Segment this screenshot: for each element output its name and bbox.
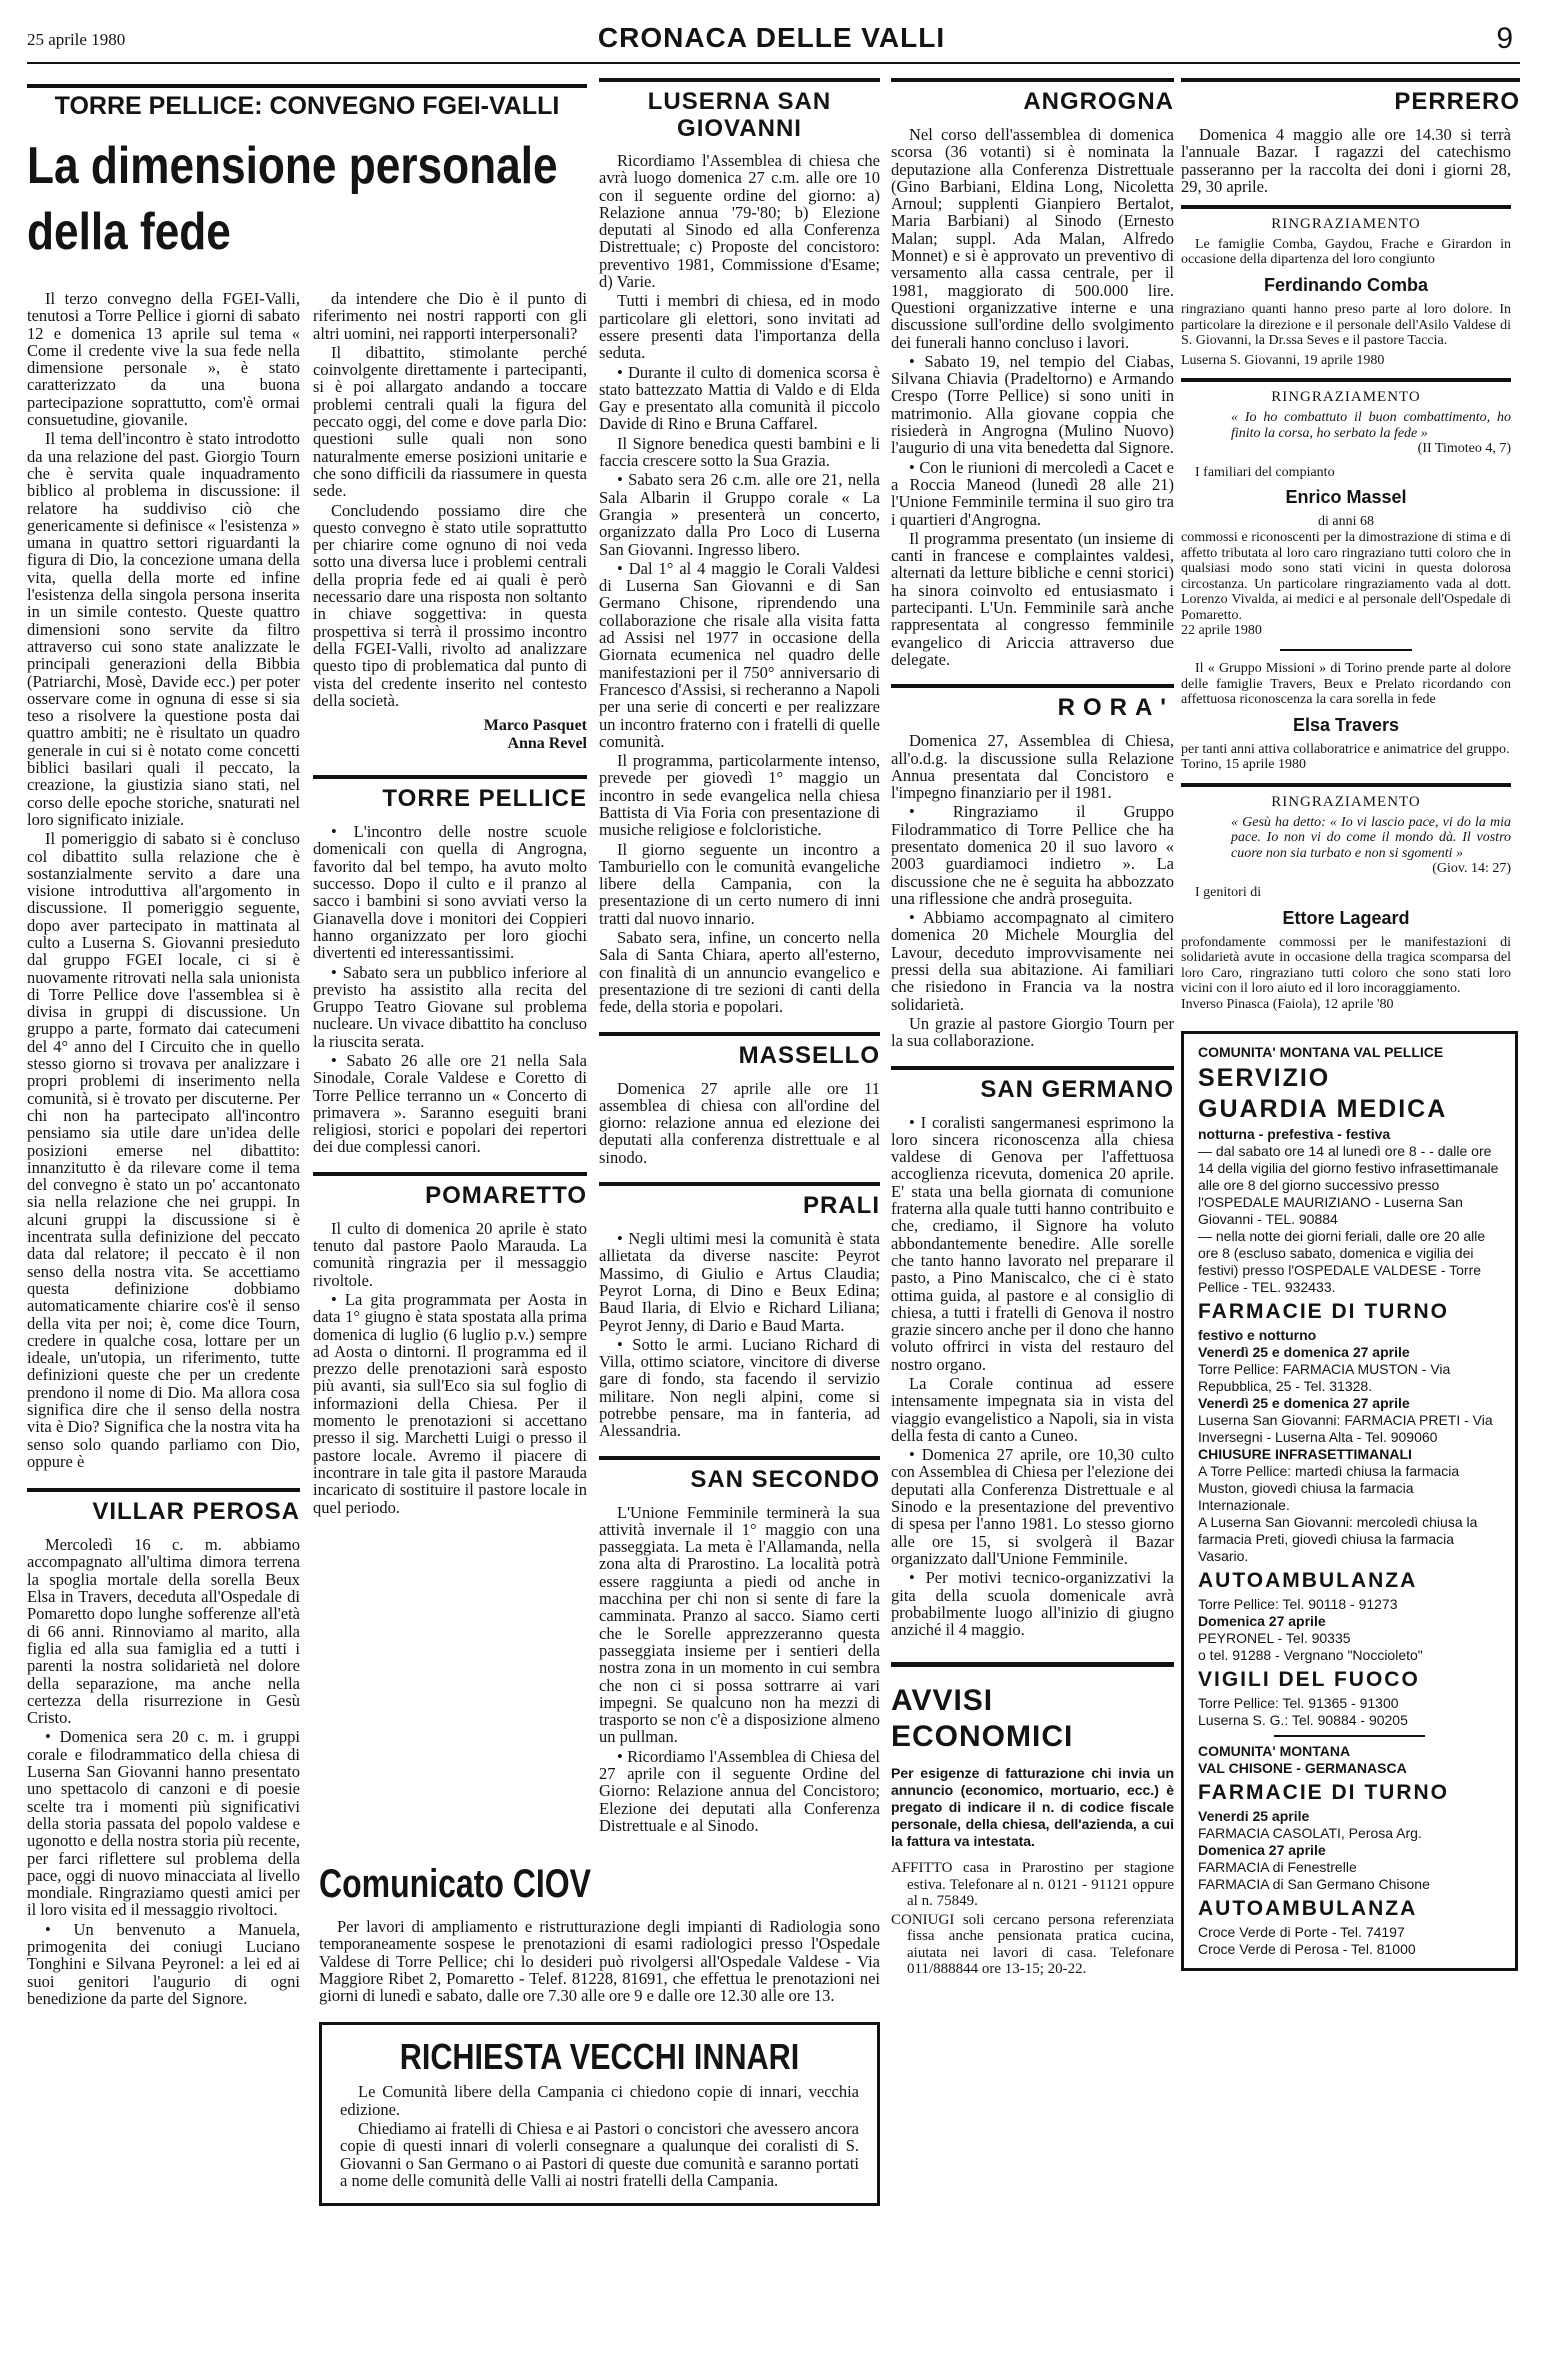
farmacia-entry: FARMACIA di Fenestrelle xyxy=(1198,1858,1357,1875)
paragraph: • Sabato sera un pubblico inferiore al previsto ha assistito alla recita del Gruppo Teatro Giovane sul problema nucleare. Un vivace dibattito ha concluso la riuscita serata. xyxy=(313,962,587,1051)
guardia-subtitle: notturna - prefestiva - festiva xyxy=(1198,1125,1391,1142)
obit-quote-ref: (II Timoteo 4, 7) xyxy=(1417,441,1511,457)
paragraph: • Sabato 26 alle ore 21 nella Sala Sinodale, Corale Valdese e Coretto di Torre Pellice terranno un « Concerto di primavera ». Saranno eseguiti brani religiosi, storici e popolari dei repertori dei due complessi canori. xyxy=(313,1050,587,1157)
richiesta-innari-text xyxy=(322,2083,877,2189)
farmacia-entry: Luserna San Giovanni: FARMACIA PRETI - Via Inversegni - Luserna Alta - Tel. 909060 xyxy=(1198,1411,1493,1445)
farmacia-entry: FARMACIA di San Germano Chisone xyxy=(1198,1875,1430,1892)
heading-torre-pellice: TORRE PELLICE xyxy=(313,775,587,813)
obit-intro: I familiari del compianto xyxy=(1195,464,1335,480)
torre-pellice-text xyxy=(313,823,587,1156)
obituaries xyxy=(1181,205,1511,1012)
vigili-entry: Torre Pellice: Tel. 91365 - 91300 xyxy=(1198,1694,1399,1711)
paragraph: Il programma presentato (un insieme di canti in francese e complaintes valdesi, alternati da letture bibliche e cenni storici) ha sinora coinvolto ed entusiasmato i partecipanti. L'Un. Femminile sarà anche rappresentata al congresso femminile evangelico di Ariccia attraverso due delegate. xyxy=(891,528,1174,669)
farmacia-date: Domenica 27 aprile xyxy=(1198,1841,1326,1858)
paragraph: AFFITTO casa in Prarostino per stagione estiva. Telefonare al n. 0121 - 91121 oppure al n. 75849. xyxy=(891,1860,1174,1910)
ambulanza-title: AUTOAMBULANZA xyxy=(1198,1568,1418,1592)
ambulanza-date: Domenica 27 aprile xyxy=(1198,1612,1326,1629)
san-germano-text xyxy=(891,1114,1174,1639)
guardia-text: — dal sabato ore 14 al lunedì ore 8 - - dalle ore 14 della vigilia del giorno festivo infrasettimanale alle ore 8 del giorno successivo presso l'OSPEDALE MAURIZIANO - Luserna San Giovanni - TEL. 90884 xyxy=(1198,1142,1499,1227)
paragraph: Domenica 4 maggio alle ore 14.30 si terrà l'annuale Bazar. I ragazzi del catechismo passeranno per la raccolta dei doni i giorni 28, 29, 30 aprile. xyxy=(1181,125,1511,196)
column-5 xyxy=(1181,78,1520,1971)
paragraph: La Corale continua ad essere intensamente impegnata sia in vista del viaggio evangelistico a Napoli, sia in vista della festa di canto a Cuneo. xyxy=(891,1374,1174,1445)
farmacia-date: Venerdi 25 aprile xyxy=(1198,1807,1310,1824)
paragraph: Ricordiamo l'Assemblea di chiesa che avrà luogo domenica 27 c.m. alle ore 10 con il seguente ordine del giorno: a) Relazione annua '79-'80; b) Elezione deputati al Sinodo ed alla Conferenza Distrettuale; c) Proposte del concistoro: preventivo 1981, Commissione d'Esame; d) Varie. xyxy=(599,151,880,292)
column-a xyxy=(27,290,300,2009)
obit-name: Ettore Lageard xyxy=(1282,907,1410,928)
rora-text xyxy=(891,732,1174,1049)
prali-text xyxy=(599,1230,880,1440)
guardia-text: — nella notte dei giorni feriali, dalle ore 20 alle ore 8 (escluso sabato, domenica e vigilia dei festivi) presso l'OSPEDALE VALDESE - Torre Pellice - TEL. 932433. xyxy=(1198,1227,1486,1295)
span-block xyxy=(319,1860,880,2206)
paragraph: Il dibattito, stimolante perché coinvolgente direttamente i partecipanti, si è poi allargato andando a toccare problemi centrali quali la figura del peccato oggi, del come e dove parla Dio: questioni sulle quali non sono naturalmente emerse posizioni unitarie e che sono difficili da riassumere in questa sede. xyxy=(313,342,587,501)
massello-text xyxy=(599,1080,880,1166)
luserna-text xyxy=(599,152,880,1016)
paragraph: Il giorno seguente un incontro a Tamburiello con le comunità evangeliche libere della Campania, con la presentazione di un certo numero di inni tratti dal nuovo innario. xyxy=(599,839,880,928)
author: Anna Revel xyxy=(507,735,587,753)
guardia-title: SERVIZIO xyxy=(1198,1063,1331,1092)
paragraph: Nel corso dell'assemblea di domenica scorsa (36 votanti) si è nominata la deputazione alla Conferenza Distrettuale (Gino Barbiani, Eldina Long, Nicoletta Arnoul; supplenti Gianpiero Bertalot, Maria Barbiani) al Sinodo (Ernesto Malan; suppl. Ada Malan, Alfredo Monnet) e si è approvato un preventivo di versamento alla cassa centrale, per il 1981, maggiorato di 500.000 lire. Questioni organizzative interne e una discussione sull'ordine dello svolgimento dei funerali hanno concluso i lavori. xyxy=(891,125,1174,352)
heading-richiesta-innari: RICHIESTA VECCHI INNARI xyxy=(399,2036,800,2078)
divider xyxy=(1181,378,1511,382)
avvisi-economici xyxy=(891,1765,1174,1978)
heading-luserna-san-giovanni: LUSERNA SAN GIOVANNI xyxy=(599,78,880,142)
obit-heading: RINGRAZIAMENTO xyxy=(1271,794,1421,811)
obit-age: di anni 68 xyxy=(1318,514,1374,530)
pomaretto-text xyxy=(313,1220,587,1516)
paragraph: CONIUGI soli cercano persona referenziata fissa anche pensionata pratica cucina, aiutata nei lavori di casa. Telefonare 011/888844 ore 13-15; 20-22. xyxy=(891,1911,1174,1978)
farmacia-entry: Torre Pellice: FARMACIA MUSTON - Via Repubblica, 25 - Tel. 31328. xyxy=(1198,1360,1451,1394)
paragraph: • Con le riunioni di mercoledì a Cacet e a Roccia Maneod (lunedì 28 alle 21) l'Unione Femminile termina il suo giro tra i quartieri d'Angrogna. xyxy=(891,457,1174,529)
obit-name: Elsa Travers xyxy=(1292,714,1400,735)
issue-date: 25 aprile 1980 xyxy=(27,30,126,49)
ambulanza-entry: PEYRONEL - Tel. 90335 xyxy=(1198,1629,1351,1646)
obit-text: per tanti anni attiva collaboratrice e animatrice del gruppo. xyxy=(1181,741,1510,757)
ambulanza-entry: o tel. 91288 - Vergnano "Noccioleto" xyxy=(1198,1646,1423,1663)
farmacie-title: FARMACIE DI TURNO xyxy=(1198,1299,1449,1323)
farmacia-date: Venerdì 25 e domenica 27 aprile xyxy=(1198,1343,1410,1360)
obit-quote: « Io ho combattuto il buon combattimento, ho finito la corsa, ho serbato la fede » xyxy=(1231,409,1511,441)
divider xyxy=(1274,1735,1426,1737)
paragraph: Il pomeriggio di sabato si è concluso col dibattito sulla relazione che è sostanzialmente servito a dare una visione introduttiva all'argomento in discussione. Il pomeriggio seguente, dopo aver partecipato in mattinata al culto a Luserna S. Giovanni presieduto dal gruppo FGEI locale, ci si è nuovamente ritrovati nella sala unionista di Torre Pellice dove l'assemblea si è divisa in gruppi di discussione. Un gruppo a parte, formato dai catecumeni del 4° anno del I Circuito che in quello stesso giorno si trovava per analizzare i propri problemi di inserimento nella comunità, si è trovato per discuterne. Per chi non ha partecipato all'incontro pensiamo sia utile dare un'idea delle posizioni emerse nel dibattito: innanzitutto è da rilevare come il tema del convegno è stato un po' accantonato sia nella relazione che nei gruppi. In alcuni gruppi la discussione si è incentrata sulla definizione del peccato data dal relatore; il peccato è il non senso della nostra vita. Se accettiamo questa definizione dobbiamo automaticamente chiarire cos'è il senso della vita per noi; è, come dice Tourn, credere in qualche cosa, lottare per un ideale, un'utopia, un riferimento, tutte definizioni queste che per un credente prendono il nome di Dio. Ma allora cosa significa dire che il senso della nostra vita è Dio? Significa che la nostra vita ha senso solo quando parliamo con Dio, oppure è xyxy=(27,829,300,1471)
org-name: COMUNITA' MONTANA VAL PELLICE xyxy=(1198,1043,1444,1060)
paragraph: • Ricordiamo l'Assemblea di Chiesa del 27 aprile con il seguente Ordine del Giorno: Relazione annua del Concistoro; Elezione dei deputati alla Conferenza Distrettuale e al Sinodo. xyxy=(599,1746,880,1835)
paragraph: da intendere che Dio è il punto di riferimento nei nostri rapporti con gli altri uomini, nei rapporti interpersonali? xyxy=(313,289,587,343)
divider xyxy=(1181,205,1511,209)
paragraph: • Sabato 19, nel tempio del Ciabas, Silvana Chiavia (Pradeltorno) e Armando Crespo (Torre Pellice) si sono uniti in matrimonio. Alla giovane coppia che risiederà in Angrogna (Mulino Nuovo) l'augurio di una vita benedetta dal Signore. xyxy=(891,351,1174,458)
heading-massello: MASSELLO xyxy=(599,1032,880,1070)
obit-heading: RINGRAZIAMENTO xyxy=(1271,389,1421,406)
heading-avvisi-economici: AVVISI ECONOMICI xyxy=(891,1662,1174,1755)
heading-comunicato-ciov: Comunicato CIOV xyxy=(319,1862,592,1906)
divider xyxy=(1181,783,1511,787)
ambulanza-entry: Torre Pellice: Tel. 90118 - 91273 xyxy=(1198,1595,1398,1612)
paragraph: Sabato sera, infine, un concerto nella Sala di Santa Chiara, aperto all'esterno, con finalità di un annuncio evangelico e presentazione di tre sezioni di canti della fede, della storia e popolari. xyxy=(599,928,880,1017)
obit-intro: Il « Gruppo Missioni » di Torino prende parte al dolore delle famiglie Travers, Beux e Prelato ricordando con affettuosa riconoscenza la cara sorella in fede xyxy=(1181,661,1511,708)
ciov-text xyxy=(319,1918,880,2004)
main-article-kicker: TORRE PELLICE: CONVEGNO FGEI-VALLI xyxy=(27,84,587,121)
author: Marco Pasquet xyxy=(483,717,587,735)
column-3 xyxy=(599,78,880,1836)
avvisi-note: Per esigenze di fatturazione chi invia un annuncio (economico, mortuario, ecc.) è pregato di indicare il n. di codice fiscale personale, della chiesa, dell'azienda, a cui la fattura va intestata. xyxy=(891,1765,1174,1850)
paragraph: • Abbiamo accompagnato al cimitero domenica 20 Michele Mourglia del Lavour, deceduto improvvisamente nei pressi della sua abitazione. Ai familiari che risiedono in Francia va la nostra solidarietà. xyxy=(891,908,1174,1014)
paragraph: Il terzo convegno della FGEI-Valli, tenutosi a Torre Pellice i giorni di sabato 12 e domenica 13 aprile sul tema « Come il credente vive la sua fede nella dimensione personale », è stato caratterizzato da una buona partecipazione soprattutto, com'è ormai consuetudine, giovanile. xyxy=(27,289,300,430)
section-title: CRONACA DELLE VALLI xyxy=(597,22,946,53)
heading-san-secondo: SAN SECONDO xyxy=(599,1456,880,1494)
paragraph: Mercoledì 16 c. m. abbiamo accompagnato all'ultima dimora terrena la spoglia mortale della sorella Beux Elsa in Travers, deceduta all'Ospedale di Pomaretto dopo lunghe sofferenze all'età di 66 anni. Rinnoviamo al marito, alla figlia ed alla sua famiglia ed a tutti i parenti la nostra solidarietà nel dolore della separazione, ma anche nella certezza della risurrezione in Gesù Cristo. xyxy=(27,1535,300,1728)
ambulanza-entry: Croce Verde di Porte - Tel. 74197 xyxy=(1198,1923,1405,1940)
paragraph: Il programma, particolarmente intenso, prevede per giovedì 1° maggio un incontro in sede evangelica nella chiesa Battista di Via Foria con presentazione di musiche religiose e folcloristiche. xyxy=(599,751,880,840)
paragraph: • Ringraziamo il Gruppo Filodrammatico di Torre Pellice che ha presentato domenica 20 il suo lavoro « 2003 guardiamoci indietro ». La discussione che ne è seguita ha abbozzato una riflessione che andrà proseguita. xyxy=(891,802,1174,908)
paragraph: • Un benvenuto a Manuela, primogenita dei coniugi Luciano Tonghini e Silvana Peyronel: a lei ed ai suoi genitori l'augurio di ogni benedizione da parte del Signore. xyxy=(27,1919,300,2008)
obit-date: 22 aprile 1980 xyxy=(1181,623,1262,639)
vigili-entry: Luserna S. G.: Tel. 90884 - 90205 xyxy=(1198,1711,1408,1728)
angrogna-text xyxy=(891,126,1174,668)
chiusure-title: CHIUSURE INFRASETTIMANALI xyxy=(1198,1445,1412,1462)
main-article-title: La dimensione personale della fede xyxy=(27,137,558,261)
paragraph: • Sotto le armi. Luciano Richard di Villa, ottimo sciatore, vincitore di diverse gare di fondo, sta facendo il servizio militare. Non negli alpini, come si potrebbe pensare, ma in fanteria, ad Alessandria. xyxy=(599,1334,880,1441)
paragraph: • Negli ultimi mesi la comunità è stata allietata da diverse nascite: Peyrot Massimo, di Giulio e Artus Claudia; Peyrot Lorna, di Dino e Beux Edina; Baud Ilaria, di Elvio e Richard Liliana; Peyrot Jenny, di Dario e Baud Marta. xyxy=(599,1229,880,1335)
farmacia-date: Venerdì 25 e domenica 27 aprile xyxy=(1198,1394,1410,1411)
org-name: COMUNITA' MONTANA xyxy=(1198,1742,1351,1759)
farmacie-title: FARMACIE DI TURNO xyxy=(1198,1780,1449,1804)
farmacie-subtitle: festivo e notturno xyxy=(1198,1326,1317,1343)
main-article-head xyxy=(27,84,587,265)
obit-name: Ferdinando Comba xyxy=(1263,274,1428,295)
obit-text: profondamente commossi per le manifestazioni di solidarietà avute in occasione della tragica scomparsa del loro Caro, ringraziano tutti coloro che sono stati loro vicini con il loro aiuto ed il loro incoraggiamento. xyxy=(1181,934,1511,997)
obit-place-date: Torino, 15 aprile 1980 xyxy=(1181,757,1306,773)
obit-heading: RINGRAZIAMENTO xyxy=(1271,216,1421,233)
paragraph: Il Signore benedica questi bambini e li faccia crescere sotto la Sua Grazia. xyxy=(599,433,880,471)
obit-quote-ref: (Giov. 14: 27) xyxy=(1432,861,1511,877)
ambulanza-entry: Croce Verde di Perosa - Tel. 81000 xyxy=(1198,1940,1416,1957)
heading-san-germano: SAN GERMANO xyxy=(891,1066,1174,1104)
paragraph: • Durante il culto di domenica scorsa è stato battezzato Mattia di Valdo e di Elda Gay e presentato alla comunità il piccolo Davide di Rino e Bruna Caffarel. xyxy=(599,362,880,434)
paragraph: • Per motivi tecnico-organizzativi la gita della scuola domenicale avrà probabilmente luogo all'inizio di giugno anziché il 4 maggio. xyxy=(891,1568,1174,1640)
main-article-col-a xyxy=(27,290,300,1470)
divider xyxy=(1280,649,1412,651)
column-b xyxy=(313,290,587,1518)
heading-angrogna: ANGROGNA xyxy=(891,78,1174,116)
obit-text: commossi e riconoscenti per la dimostrazione di stima e di affetto tributata al loro caro ringraziano tutti coloro che in qualsiasi modo sono stati vicini in questa dolorosa circostanza. Un particolare ringraziamento vada al dott. Lorenzo Vivalda, ai medici e al personale dell'Ospedale di Pomaretto. xyxy=(1181,529,1511,623)
obit-quote: « Gesù ha detto: « Io vi lascio pace, vi do la mia pace. Io non vi do come il mondo dà. Il vostro cuore non sia turbato e non si sgomenti » xyxy=(1231,814,1511,861)
obit-name: Enrico Massel xyxy=(1285,487,1407,508)
obit-intro: Le famiglie Comba, Gaydou, Frache e Girardon in occasione della dipartenza del loro congiunto xyxy=(1181,236,1511,268)
guardia-medica-box xyxy=(1181,1031,1518,1971)
ambulanza-title: AUTOAMBULANZA xyxy=(1198,1896,1418,1920)
villar-perosa-text xyxy=(27,1536,300,2007)
heading-rora: RORA' xyxy=(891,684,1174,722)
heading-pomaretto: POMARETTO xyxy=(313,1172,587,1210)
guardia-title: GUARDIA MEDICA xyxy=(1198,1094,1448,1123)
paragraph: Per lavori di ampliamento e ristrutturazione degli impianti di Radiologia sono temporaneamente sospese le prenotazioni di esami radiologici presso l'Ospedale Valdese di Torre Pellice; chi lo desideri può rivolgersi all'Ospedale Valdese - Via Maggiore Ribet 2, Pomaretto - Telef. 81228, 81691, che effettua le prenotazioni nei giorni di lunedì e sabato, dalle ore 7.30 alle ore 9 e dalle ore 12.30 alle ore 13. xyxy=(319,1917,880,2006)
richiesta-innari-box xyxy=(319,2022,880,2206)
obit-place-date: Inverso Pinasca (Faiola), 12 aprile '80 xyxy=(1181,996,1394,1012)
paragraph: • I coralisti sangermanesi esprimono la loro sincera riconoscenza alla chiesa valdese di Genova per l'affettuosa accoglienza ricevuta, domenica 20 aprile. E' stata una bella giornata di comunione fraterna alla quale tutti hanno contribuito e che, crediamo, il Signore ha voluto abbondantemente benedire. Alle sorelle che tanto hanno lavorato nel preparare il pasto, a Pino Maniscalco, che ci è stato ottima guida, al pastore e al consiglio di chiesa, a tutti i fratelli di Genova il nostro grazie sincero anche per il dono che hanno voluto offrirci in vista del restauro del nostro organo. xyxy=(891,1112,1174,1374)
obit-text: ringraziano quanti hanno preso parte al loro dolore. In particolare la direzione e il personale dell'Asilo Valdese di S. Giovanni, la Dr.ssa Seves e il pastore Taccia. xyxy=(1181,301,1511,349)
heading-perrero: PERRERO xyxy=(1181,78,1520,116)
paragraph: Chiediamo ai fratelli di Chiesa e ai Pastori o concistori che avessero ancora copie di questi innari di volerli consegnare a qualunque dei coralisti di S. Giovanni o San Germano o ai Pastori di queste due comunità e saranno portati a nome delle comunità delle Valli ai nostri fratelli della Campania. xyxy=(340,2119,859,2190)
obit-place-date: Luserna S. Giovanni, 19 aprile 1980 xyxy=(1181,352,1385,368)
paragraph: Tutti i membri di chiesa, ed in modo particolare gli elettori, sono invitati ad essere presenti data l'importanza della seduta. xyxy=(599,291,880,363)
paragraph: • La gita programmata per Aosta in data 1° giugno è stata spostata alla prima domenica di luglio (6 luglio p.v.) sempre ad Aosta o dintorni. Il programma ed il prezzo delle prenotazioni sarà esposto più avanti, sia sull'Eco sia sul foglio di informazioni della Chiesa. Per il momento le prenotazioni si accettano presso il sig. Marchetti Luigi o presso il pastore locale. Avremo il piacere di incontrare in tale gita il pastore Marauda incaricato di sostituire il pastore locale in quel periodo. xyxy=(313,1289,587,1517)
paragraph: Il culto di domenica 20 aprile è stato tenuto dal pastore Paolo Marauda. La comunità ringrazia per il messaggio rivoltole. xyxy=(313,1218,587,1290)
paragraph: Concludendo possiamo dire che questo convegno è stato utile soprattutto per chiarire come ognuno di noi veda sotto una diversa luce i problemi centrali della propria fede ed ai quali è però necessario dare una risposta non soltanto in chiave soggettiva: in questa prospettiva si terrà il prossimo incontro della FGEI-Valli, rivolto ad analizzare questo tipo di problematica dal punto di vista del credente inserito nel contesto della società. xyxy=(313,500,587,710)
column-4 xyxy=(891,78,1174,1980)
heading-prali: PRALI xyxy=(599,1182,880,1220)
paragraph: Il tema dell'incontro è stato introdotto da una relazione del past. Giorgio Tourn che è servita quale inquadramento biblico al problema in discussione: il relatore ha suddiviso ciò che genericamente si definisce « l'esistenza » umana in quattro settori riguardanti la figura di Dio, la concezione umana della vita, quella della morte ed infine l'esistenza della singola persona inserita in un simile contesto. Queste quattro dimensioni sono servite da filtro attraverso cui sono state analizzate le principali generazioni della Bibbia (Patriarchi, Mosè, Davide ecc.) per poter osservare come in ognuna di esse si sia teso a risolvere la questione posta dai quattro ambiti; ne è risultato un quadro generale in cui si è notato come concetti biblici basilari quali il peccato, la creazione, la giustizia siano stati, nel corso delle epoche storiche, snaturati nel loro significato iniziale. xyxy=(27,429,300,829)
org-name: VAL CHISONE - GERMANASCA xyxy=(1198,1759,1407,1776)
classified-ads xyxy=(891,1860,1174,1978)
paragraph: Domenica 27 aprile alle ore 11 assemblea di chiesa con all'ordine del giorno: relazione annua ed elezione dei deputati alla conferenza distrettuale e al sinodo. xyxy=(599,1078,880,1167)
paragraph: • Dal 1° al 4 maggio le Corali Valdesi di Luserna San Giovanni e di San Germano Chisone, riprendendo una collaborazione che risale alla visita fatta ad Assisi nel 1977 in occasione della Giornata ecumenica nel quadro delle manifestazioni per il 750° anniversario di Francesco d'Assisi, si recheranno a Napoli per una serie di concerti e per realizzare un incontro fraterno con i fratelli di quelle comunità. xyxy=(599,558,880,751)
vigili-title: VIGILI DEL FUOCO xyxy=(1198,1667,1420,1691)
masthead-rule xyxy=(27,62,1520,64)
paragraph: • Domenica 27 aprile, ore 10,30 culto con Assemblea di Chiesa per l'elezione dei deputati alla Conferenza Distrettuale e al Sinodo e la presentazione del preventivo di spesa per l'anno 1981. Lo stesso giorno alle ore 15, si svolgerà il Bazar organizzato dall'Unione Femminile. xyxy=(891,1445,1174,1568)
chiusure-entry: A Luserna San Giovanni: mercoledì chiusa la farmacia Preti, giovedì chiusa la farmacia Vasario. xyxy=(1198,1513,1478,1564)
paragraph: • Domenica sera 20 c. m. i gruppi corale e filodrammatico della chiesa di Luserna San Giovanni hanno presentato uno spettacolo di canzoni e di poesie scelte tra i momenti più significativi della storia passata del popolo valdese e ugonotto e della nostra storia più recente, per farci riflettere sul problema della pace, oggi di nuovo minacciata al livello mondiale. Ringraziamo questi amici per il loro visita ed il messaggio rivoltoci. xyxy=(27,1727,300,1920)
chiusure-entry: A Torre Pellice: martedì chiusa la farmacia Muston, giovedì chiusa la farmacia Internazionale. xyxy=(1198,1462,1460,1513)
heading-villar-perosa: VILLAR PEROSA xyxy=(27,1488,300,1526)
perrero-text xyxy=(1181,126,1511,195)
paragraph: Le Comunità libere della Campania ci chiedono copie di innari, vecchia edizione. xyxy=(340,2082,859,2119)
farmacia-entry: FARMACIA CASOLATI, Perosa Arg. xyxy=(1198,1824,1422,1841)
paragraph: L'Unione Femminile terminerà la sua attività invernale il 1° maggio con una passeggiata. La meta è l'Allamanda, nella zona alta di Prarostino. La località potrà essere raggiunta a piedi od anche in macchina per chi non si sente di fare la camminata. Pranzo al sacco. Siamo certi che le Sorelle apprezzeranno questa passeggiata insieme per i sentieri della nostra zona in un momento in cui sembra che non ci si possa sottrarre ai vari impegni. Se qualcuno non ha mezzi di trasporto se non c'è a disposizione almeno un pullman. xyxy=(599,1502,880,1747)
paragraph: Un grazie al pastore Giorgio Tourn per la sua collaborazione. xyxy=(891,1013,1174,1051)
paragraph: • Sabato sera 26 c.m. alle ore 21, nella Sala Albarin il Gruppo corale « La Grangia » presenterà un concerto, organizzato dalla Pro Loco di Luserna San Giovanni. Ingresso libero. xyxy=(599,470,880,559)
main-article-col-b-text xyxy=(313,290,587,709)
san-secondo-text xyxy=(599,1504,880,1835)
paragraph: Domenica 27, Assemblea di Chiesa, all'o.d.g. la discussione sulla Relazione Annua presentata dal Concistoro e l'impegno finanziario per il 1981. xyxy=(891,731,1174,803)
page-number: 9 xyxy=(1496,22,1513,55)
paragraph: • L'incontro delle nostre scuole domenicali con quella di Angrogna, favorito dal bel tempo, ha avuto molto successo. Dopo il culto e il pranzo al sacco i bambini si sono avviati verso la Gianavella dove i monitori dei Coppieri hanno organizzato per loro giochi divertenti ed interessantissimi. xyxy=(313,822,587,963)
obit-intro: I genitori di xyxy=(1195,885,1262,900)
